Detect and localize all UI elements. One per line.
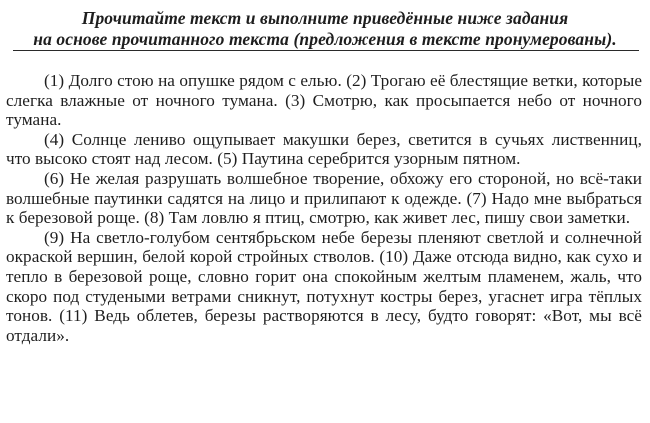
paragraph-4: (9) На светло-голубом сентябрьском небе березы пленяют светлой и солнечной окраской вершин, белой корой стройных стволов. (10) Даже отсюда видно, как сухо и тепло в березовой роще, словно горит она спокойным желтым пламенем, жаль, что скоро под студеными ветрами сникнут, потухнут костры берез, угаснет игра тёплых тонов. (11) Ведь облетев, березы растворяются в лесу, будто говорят: «Вот, мы всё отдали».	[6, 227, 642, 345]
reading-text	[6, 71, 642, 345]
instruction-line-2: на основе прочитанного текста (предложения в тексте пронумерованы).	[33, 29, 617, 49]
paragraph-3: (6) Не желая разрушать волшебное творение, обхожу его стороной, но всё-таки волшебные паутинки садятся на лицо и прилипают к одежде. (7) Надо мне выбраться к березовой роще. (8) Там ловлю я птиц, смотрю, как живет лес, пишу свои заметки.	[6, 168, 642, 228]
paragraph-2: (4) Солнце лениво ощупывает макушки берез, светится в сучьях лиственниц, что высоко стоят над лесом. (5) Паутина серебрится узорным пятном.	[6, 129, 642, 169]
instruction-line-1: Прочитайте текст и выполните приведённые ниже задания	[81, 8, 569, 28]
header-divider	[13, 50, 639, 51]
task-instruction	[0, 8, 650, 50]
paragraph-1: (1) Долго стою на опушке рядом с елью. (2) Трогаю её блестящие ветки, которые слегка влажные от ночного тумана. (3) Смотрю, как просыпается небо от ночного тумана.	[6, 71, 642, 130]
